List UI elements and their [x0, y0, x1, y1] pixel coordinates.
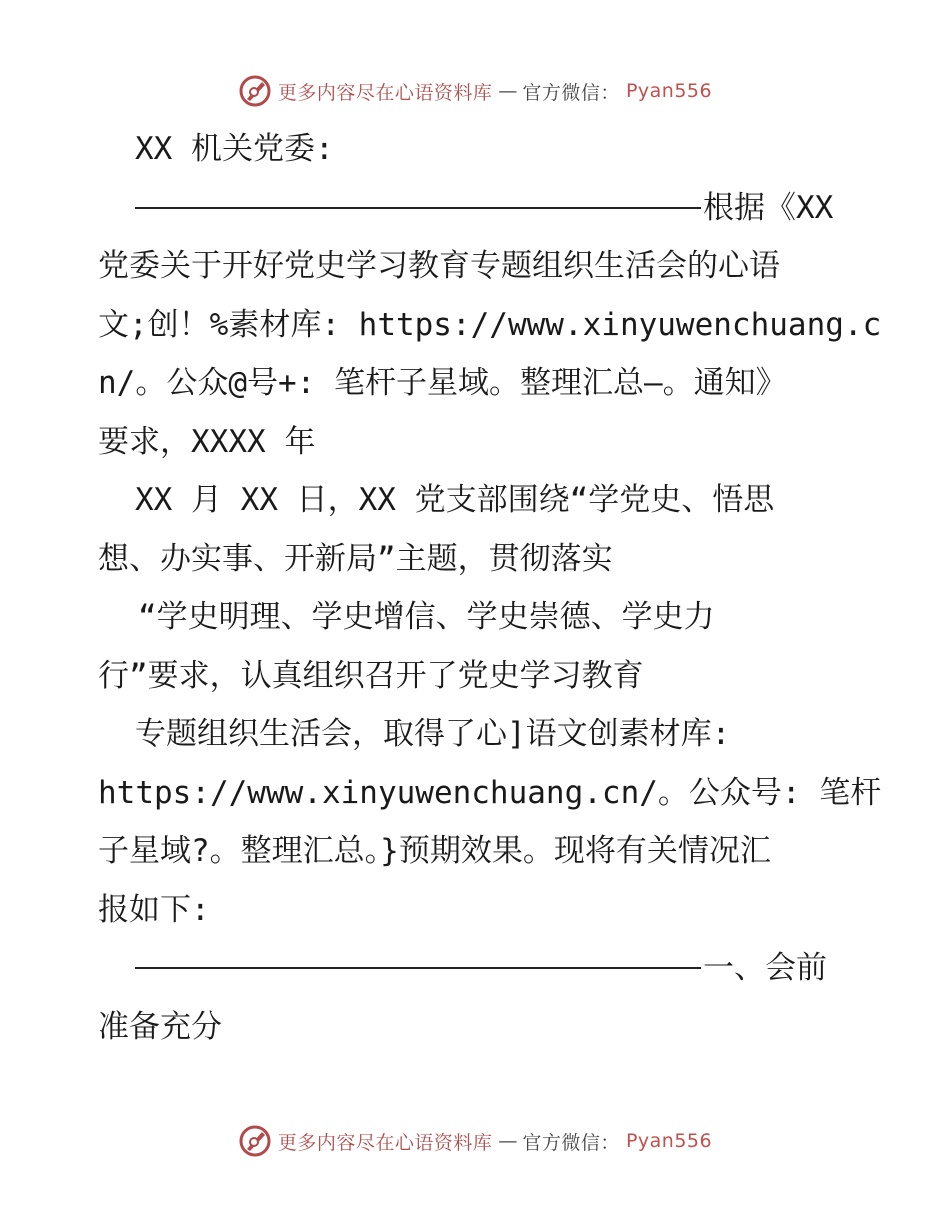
paragraph-line: [98, 179, 858, 238]
section-heading-text: 一、会前: [703, 950, 827, 986]
paragraph-line: 文;创！%素材库: https://www.xinyuwenchuang.c: [98, 306, 882, 343]
watermark-account: Pyan556: [625, 80, 713, 102]
paragraph-line: 党委关于开好党史学习教育专题组织生活会的心语: [98, 248, 780, 284]
paragraph-line: 要求，XXXX 年: [98, 423, 316, 460]
brush-logo-icon: [238, 74, 272, 108]
paragraph-line: 行”要求，认真组织召开了党史学习教育: [98, 657, 644, 694]
watermark-header: [0, 74, 950, 108]
paragraph-line: 报如下:: [98, 891, 210, 928]
watermark-account: Pyan556: [625, 1130, 713, 1152]
document-body: [98, 120, 882, 1056]
watermark-official-label: 官方微信：: [522, 1131, 620, 1154]
watermark-footer: [0, 1124, 950, 1158]
brush-logo-icon: [238, 1124, 272, 1158]
section-heading-line: [98, 939, 858, 998]
watermark-dash: —: [498, 1130, 517, 1152]
watermark-site-text: 更多内容尽在心语资料库: [277, 81, 493, 104]
paragraph-line: 想、办实事、开新局”主题，贯彻落实: [98, 540, 613, 577]
paragraph-text: 根据《XX: [703, 189, 834, 226]
paragraph-line: n/。公众@号+: 笔杆子星域。整理汇总—。通知》: [98, 365, 787, 401]
blank-rule: [135, 967, 701, 969]
paragraph-line: “学史明理、学史增信、学史崇德、学史力: [138, 599, 715, 635]
section-heading-continuation: 准备充分: [98, 1008, 222, 1045]
watermark-official-label: 官方微信：: [522, 81, 620, 104]
watermark-site-text: 更多内容尽在心语资料库: [277, 1131, 493, 1154]
addressee-line: XX 机关党委:: [135, 131, 334, 167]
paragraph-line: XX 月 XX 日，XX 党支部围绕“学党史、悟思: [135, 482, 775, 518]
watermark-dash: —: [498, 80, 517, 102]
blank-rule: [135, 207, 701, 209]
paragraph-line: 专题组织生活会，取得了心]语文创素材库:: [135, 716, 731, 752]
paragraph-line: https://www.xinyuwenchuang.cn/。公众号: 笔杆: [98, 774, 882, 811]
paragraph-line: 子星域?。整理汇总。}预期效果。现将有关情况汇: [98, 833, 771, 869]
